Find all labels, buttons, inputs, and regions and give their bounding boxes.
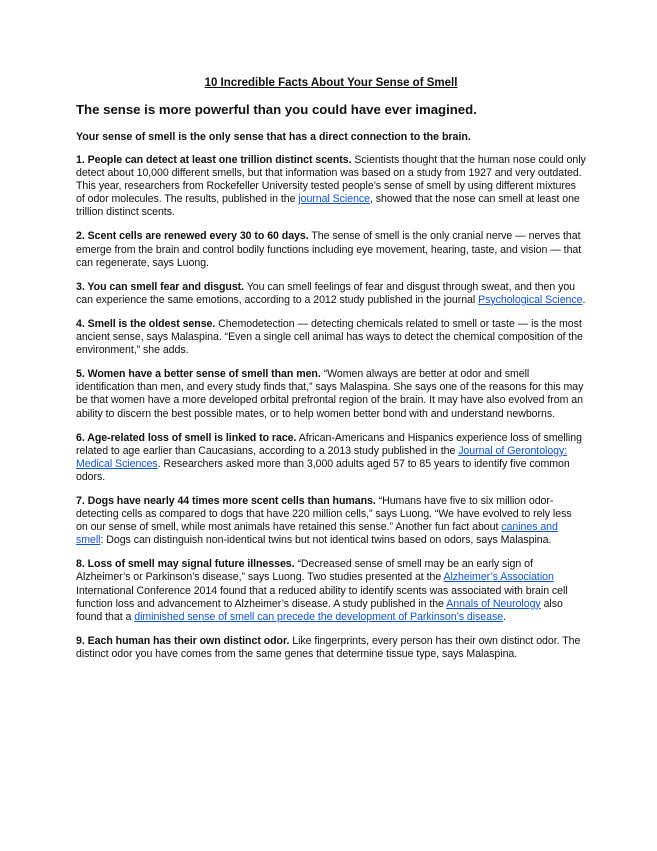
journal-of-gerontology-link[interactable]: Journal of Gerontology: Medical Sciences [76,444,568,470]
fact-5 [76,368,586,420]
fact-text: also found that a [76,597,563,623]
fact-text: : Dogs can distinguish non-identical twins but not identical twins based on odors, says Malaspina. [100,534,552,547]
fact-text: , showed that the nose can smell at least one trillion distinct scents. [76,193,580,219]
journal-science-link[interactable]: journal Science [298,193,370,206]
fact-text: Like fingerprints, every person has their own distinct odor. The distinct odor you have comes from the same genes that determine tissue type, says Malaspina. [76,634,581,660]
document-subtitle: The sense is more powerful than you could have ever imagined. [76,102,477,117]
alzheimers-association-link[interactable]: Alzheimer’s Association [443,571,554,584]
fact-text: Chemodetection — detecting chemicals related to smell or taste — is the most ancient sense, says Malaspina. “Even a single cell animal has ways to detect the chemical composition of the environment,” she adds. [76,317,583,357]
fact-3 [76,281,586,307]
fact-text: Scientists thought that the human nose could only detect about 10,000 different smells, but that information was based on a study from 1927 and very outdated. This year, researchers from Rockefeller University tested people’s sense of smell by using different mixtures of odor molecules. The results, published in the [76,154,586,206]
fact-7 [76,495,586,547]
fact-9 [76,635,586,661]
fact-text: The sense of smell is the only cranial nerve — nerves that emerge from the brain and control bodily functions including eye movement, hearing, taste, and vision — that can regenerate, says Luong. [76,230,582,269]
fact-heading: 1. People can detect at least one trillion distinct scents. [76,154,352,166]
fact-text: “Decreased sense of smell may be an early sign of Alzheimer’s or Parkinson’s disease,” says Luong. Two studies presented at the [76,558,533,584]
lead-statement: Your sense of smell is the only sense that has a direct connection to the brain. [76,131,471,143]
fact-1 [76,154,586,219]
fact-text: . [503,610,506,623]
parkinsons-study-link[interactable]: diminished sense of smell can precede the development of Parkinson’s disease [134,610,504,623]
fact-8 [76,558,586,623]
fact-6 [76,432,586,484]
document-page [76,76,586,672]
fact-text: . Researchers asked more than 3,000 adults aged 57 to 85 years to identify five common odors. [76,457,570,483]
fact-heading: 9. Each human has their own distinct odor. [76,634,290,647]
fact-text: “Humans have five to six million odor-detecting cells as compared to dogs that have 220 million cells,” says Luong. “We have evolved to rely less on our sense of smell, while most animals have retained this sense.” Another fun fact about [76,494,572,534]
fact-4 [76,318,586,357]
annals-of-neurology-link[interactable]: Annals of Neurology [446,597,541,610]
fact-text: African-Americans and Hispanics experience loss of smelling related to age earlier than Caucasians, according to a 2013 study published in the [76,431,582,457]
fact-heading: 4. Smell is the oldest sense. [76,317,216,330]
canines-and-smell-link[interactable]: canines and smell [76,521,558,547]
fact-heading: 2. Scent cells are renewed every 30 to 60 days. [76,230,309,243]
fact-heading: 7. Dogs have nearly 44 times more scent cells than humans. [76,494,376,507]
fact-heading: 3. You can smell fear and disgust. [76,280,245,293]
fact-text: International Conference 2014 found that a reduced ability to identify scents was associated with brain cell function loss and advancement to Alzheimer’s disease. A study published in the [76,584,568,610]
document-title: 10 Incredible Facts About Your Sense of Smell [204,77,458,89]
fact-text: . [582,293,586,306]
fact-text: You can smell feelings of fear and disgust through sweat, and then you can experience the same emotions, according to a 2012 study published in the journal [76,280,576,306]
fact-heading: 5. Women have a better sense of smell than men. [76,368,321,381]
fact-heading: 8. Loss of smell may signal future illnesses. [76,558,295,571]
fact-text: “Women always are better at odor and smell identification than men, and every study finds that,” says Malaspina. She says one of the reasons for this may be that women have a more developed orbital prefrontal region of the brain. It may have also evolved from an ability to discern the best possible mates, or to help women better bond with and understand newborns. [76,368,584,420]
fact-2 [76,230,586,269]
fact-heading: 6. Age-related loss of smell is linked to race. [76,431,297,444]
psychological-science-link[interactable]: Psychological Science [478,293,583,306]
